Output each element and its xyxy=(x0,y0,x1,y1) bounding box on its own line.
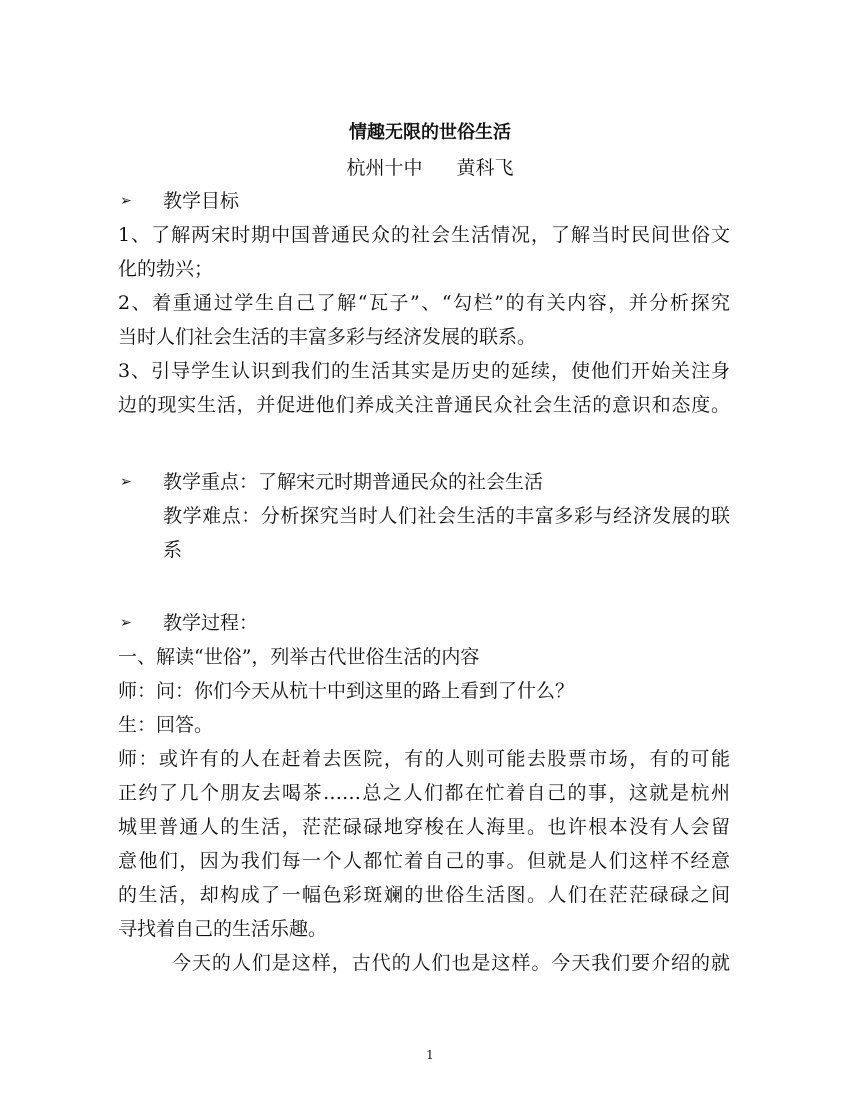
objective-line: 边的现实生活，并促进他们养成关注普通民众社会生活的意识和态度。 xyxy=(118,394,730,416)
document-title: 情趣无限的世俗生活 xyxy=(349,122,511,143)
objectives-section xyxy=(118,184,730,422)
key-focus: ➢ 教学重点：了解宋元时期普通民众的社会生活 xyxy=(118,465,730,499)
objective-line: 1、了解两宋时期中国普通民众的社会生活情况，了解当时民间世俗文 xyxy=(118,224,730,246)
page-number: 1 xyxy=(426,1048,434,1062)
teacher-line: 城里普通人的生活，茫茫碌碌地穿梭在人海里。也许根本没有人会留 xyxy=(118,816,730,838)
key-difficulty-cont: 系 xyxy=(163,539,183,561)
arrow-bullet-icon: ➢ xyxy=(120,474,132,490)
objective-line: 当时人们社会生活的丰富多彩与经济发展的联系。 xyxy=(118,326,537,348)
process-section xyxy=(118,606,730,980)
section-heading: 一、解读“世俗”，列举古代世俗生活的内容 xyxy=(118,646,480,668)
key-points-section xyxy=(118,465,730,567)
objective-line: 2、着重通过学生自己了解“瓦子”、“勾栏”的有关内容，并分析探究 xyxy=(118,292,730,314)
teacher-line: 意他们，因为我们每一个人都忙着自己的事。但就是人们这样不经意 xyxy=(118,850,730,872)
paragraph-line: 今天的人们是这样，古代的人们也是这样。今天我们要介绍的就 xyxy=(172,952,730,974)
teacher-question: 师：问：你们今天从杭十中到这里的路上看到了什么？ xyxy=(118,680,575,702)
student-answer: 生：回答。 xyxy=(118,714,214,736)
arrow-bullet-icon: ➢ xyxy=(120,615,132,631)
arrow-bullet-icon: ➢ xyxy=(120,193,132,209)
objective-line: 3、引导学生认识到我们的生活其实是历史的延续，使他们开始关注身 xyxy=(118,360,730,382)
objective-line: 化的勃兴； xyxy=(118,258,214,280)
objectives-heading: ➢ 教学目标 xyxy=(118,184,730,218)
process-heading: ➢ 教学过程： xyxy=(118,606,730,640)
author-school: 杭州十中 xyxy=(346,157,423,179)
author-name: 黄科飞 xyxy=(456,157,514,179)
teacher-line: 师：或许有的人在赶着去医院，有的人则可能去股票市场，有的可能 xyxy=(118,748,730,770)
key-difficulty: 教学难点：分析探究当时人们社会生活的丰富多彩与经济发展的联 xyxy=(163,505,730,527)
teacher-line: 正约了几个朋友去喝茶……总之人们都在忙着自己的事，这就是杭州 xyxy=(118,782,730,804)
teacher-line: 的生活，却构成了一幅色彩斑斓的世俗生活图。人们在茫茫碌碌之间 xyxy=(118,884,730,906)
author-line xyxy=(0,153,860,180)
teacher-line: 寻找着自己的生活乐趣。 xyxy=(118,918,328,940)
